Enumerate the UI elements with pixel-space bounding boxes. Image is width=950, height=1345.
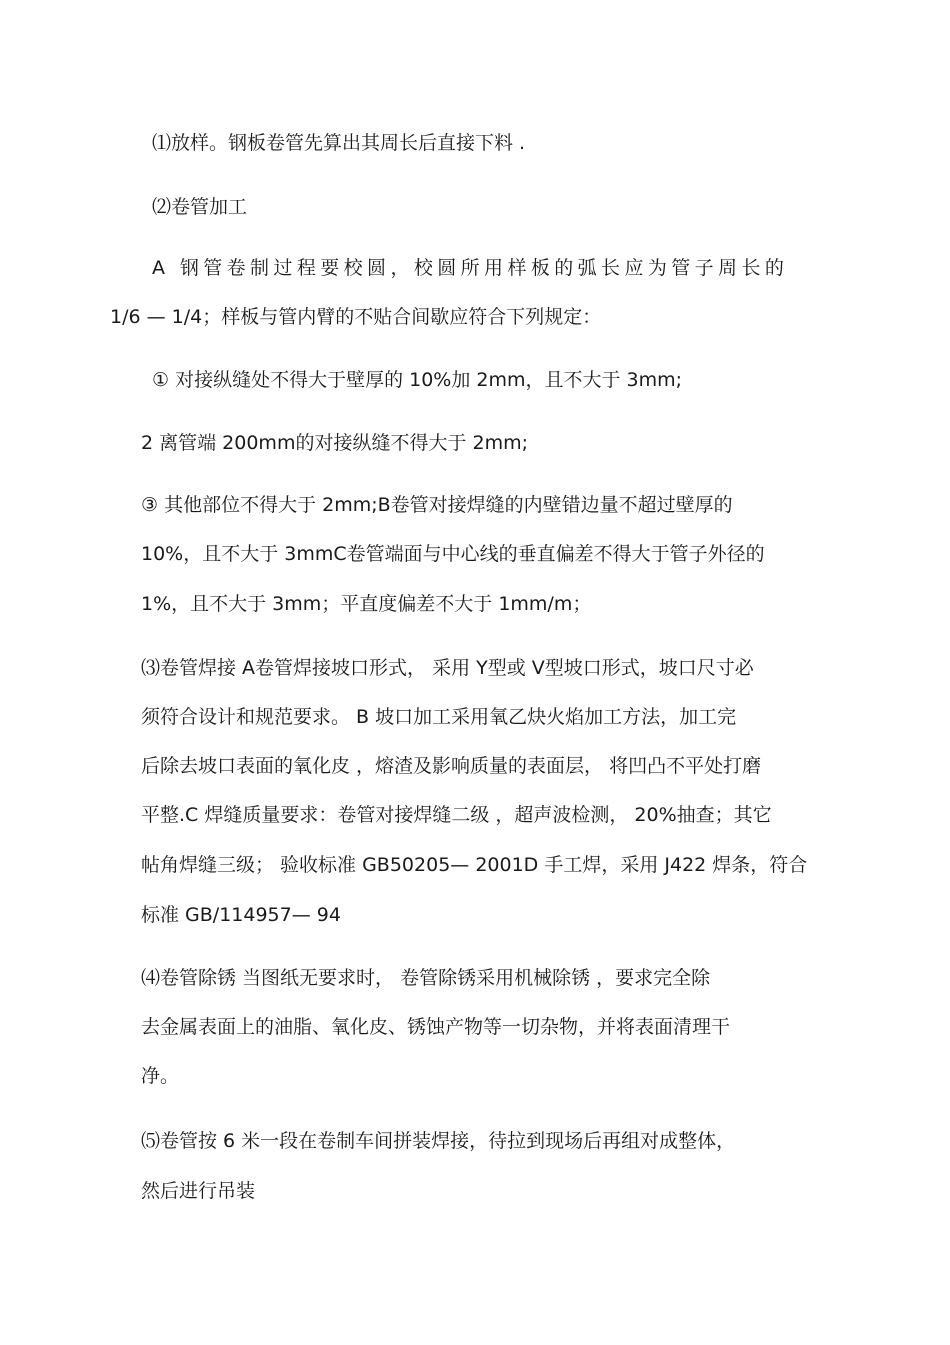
text-line: 须符合设计和规范要求。 B 坡口加工采用氧乙炔火焰加工方法，加工完 — [141, 706, 737, 728]
text-line: 后除去坡口表面的氧化皮 ，熔渣及影响质量的表面层， 将凹凸不平处打磨 — [141, 755, 762, 777]
text-line: 1%，且不大于 3mm；平直度偏差不大于 1mm/m； — [141, 593, 592, 615]
text-line: 10%，且不大于 3mmC卷管端面与中心线的垂直偏差不得大于管子外径的 — [141, 543, 765, 565]
text-line: ⑵卷管加工 — [152, 196, 248, 218]
text-line: 平整.C 焊缝质量要求：卷管对接焊缝二级 ，超声波检测， 20%抽查；其它 — [141, 804, 772, 826]
text-line: ③ 其他部位不得大于 2mm;B卷管对接焊缝的内壁错边量不超过壁厚的 — [141, 494, 733, 516]
text-line: A 钢管卷制过程要校圆，校圆所用样板的弧长应为管子周长的 — [152, 257, 789, 279]
text-line: 帖角焊缝三级； 验收标准 GB50205— 2001D 手工焊，采用 J422 焊条，符合 — [141, 854, 808, 876]
text-line: 去金属表面上的油脂、氧化皮、锈蚀产物等一切杂物，并将表面清理干 — [141, 1016, 731, 1038]
text-line: 2 离管端 200mm的对接纵缝不得大于 2mm; — [141, 432, 528, 454]
text-line: 然后进行吊装 — [141, 1180, 256, 1202]
text-line: ⑴放样。钢板卷管先算出其周长后直接下料 . — [152, 132, 526, 154]
text-line: 净。 — [141, 1065, 180, 1087]
text-line: 标准 GB/114957— 94 — [141, 904, 341, 926]
text-line: ⑶卷管焊接 A卷管焊接坡口形式， 采用 Y型或 V型坡口形式，坡口尺寸必 — [141, 657, 754, 679]
text-line: ① 对接纵缝处不得大于壁厚的 10%加 2mm，且不大于 3mm; — [152, 369, 683, 391]
text-line: 1/6 — 1/4；样板与管内臂的不贴合间歇应符合下列规定： — [110, 306, 602, 328]
text-line: ⑸卷管按 6 米一段在卷制车间拼装焊接，待拉到现场后再组对成整体， — [141, 1130, 736, 1152]
text-line: ⑷卷管除锈 当图纸无要求时， 卷管除锈采用机械除锈 ，要求完全除 — [141, 967, 711, 989]
